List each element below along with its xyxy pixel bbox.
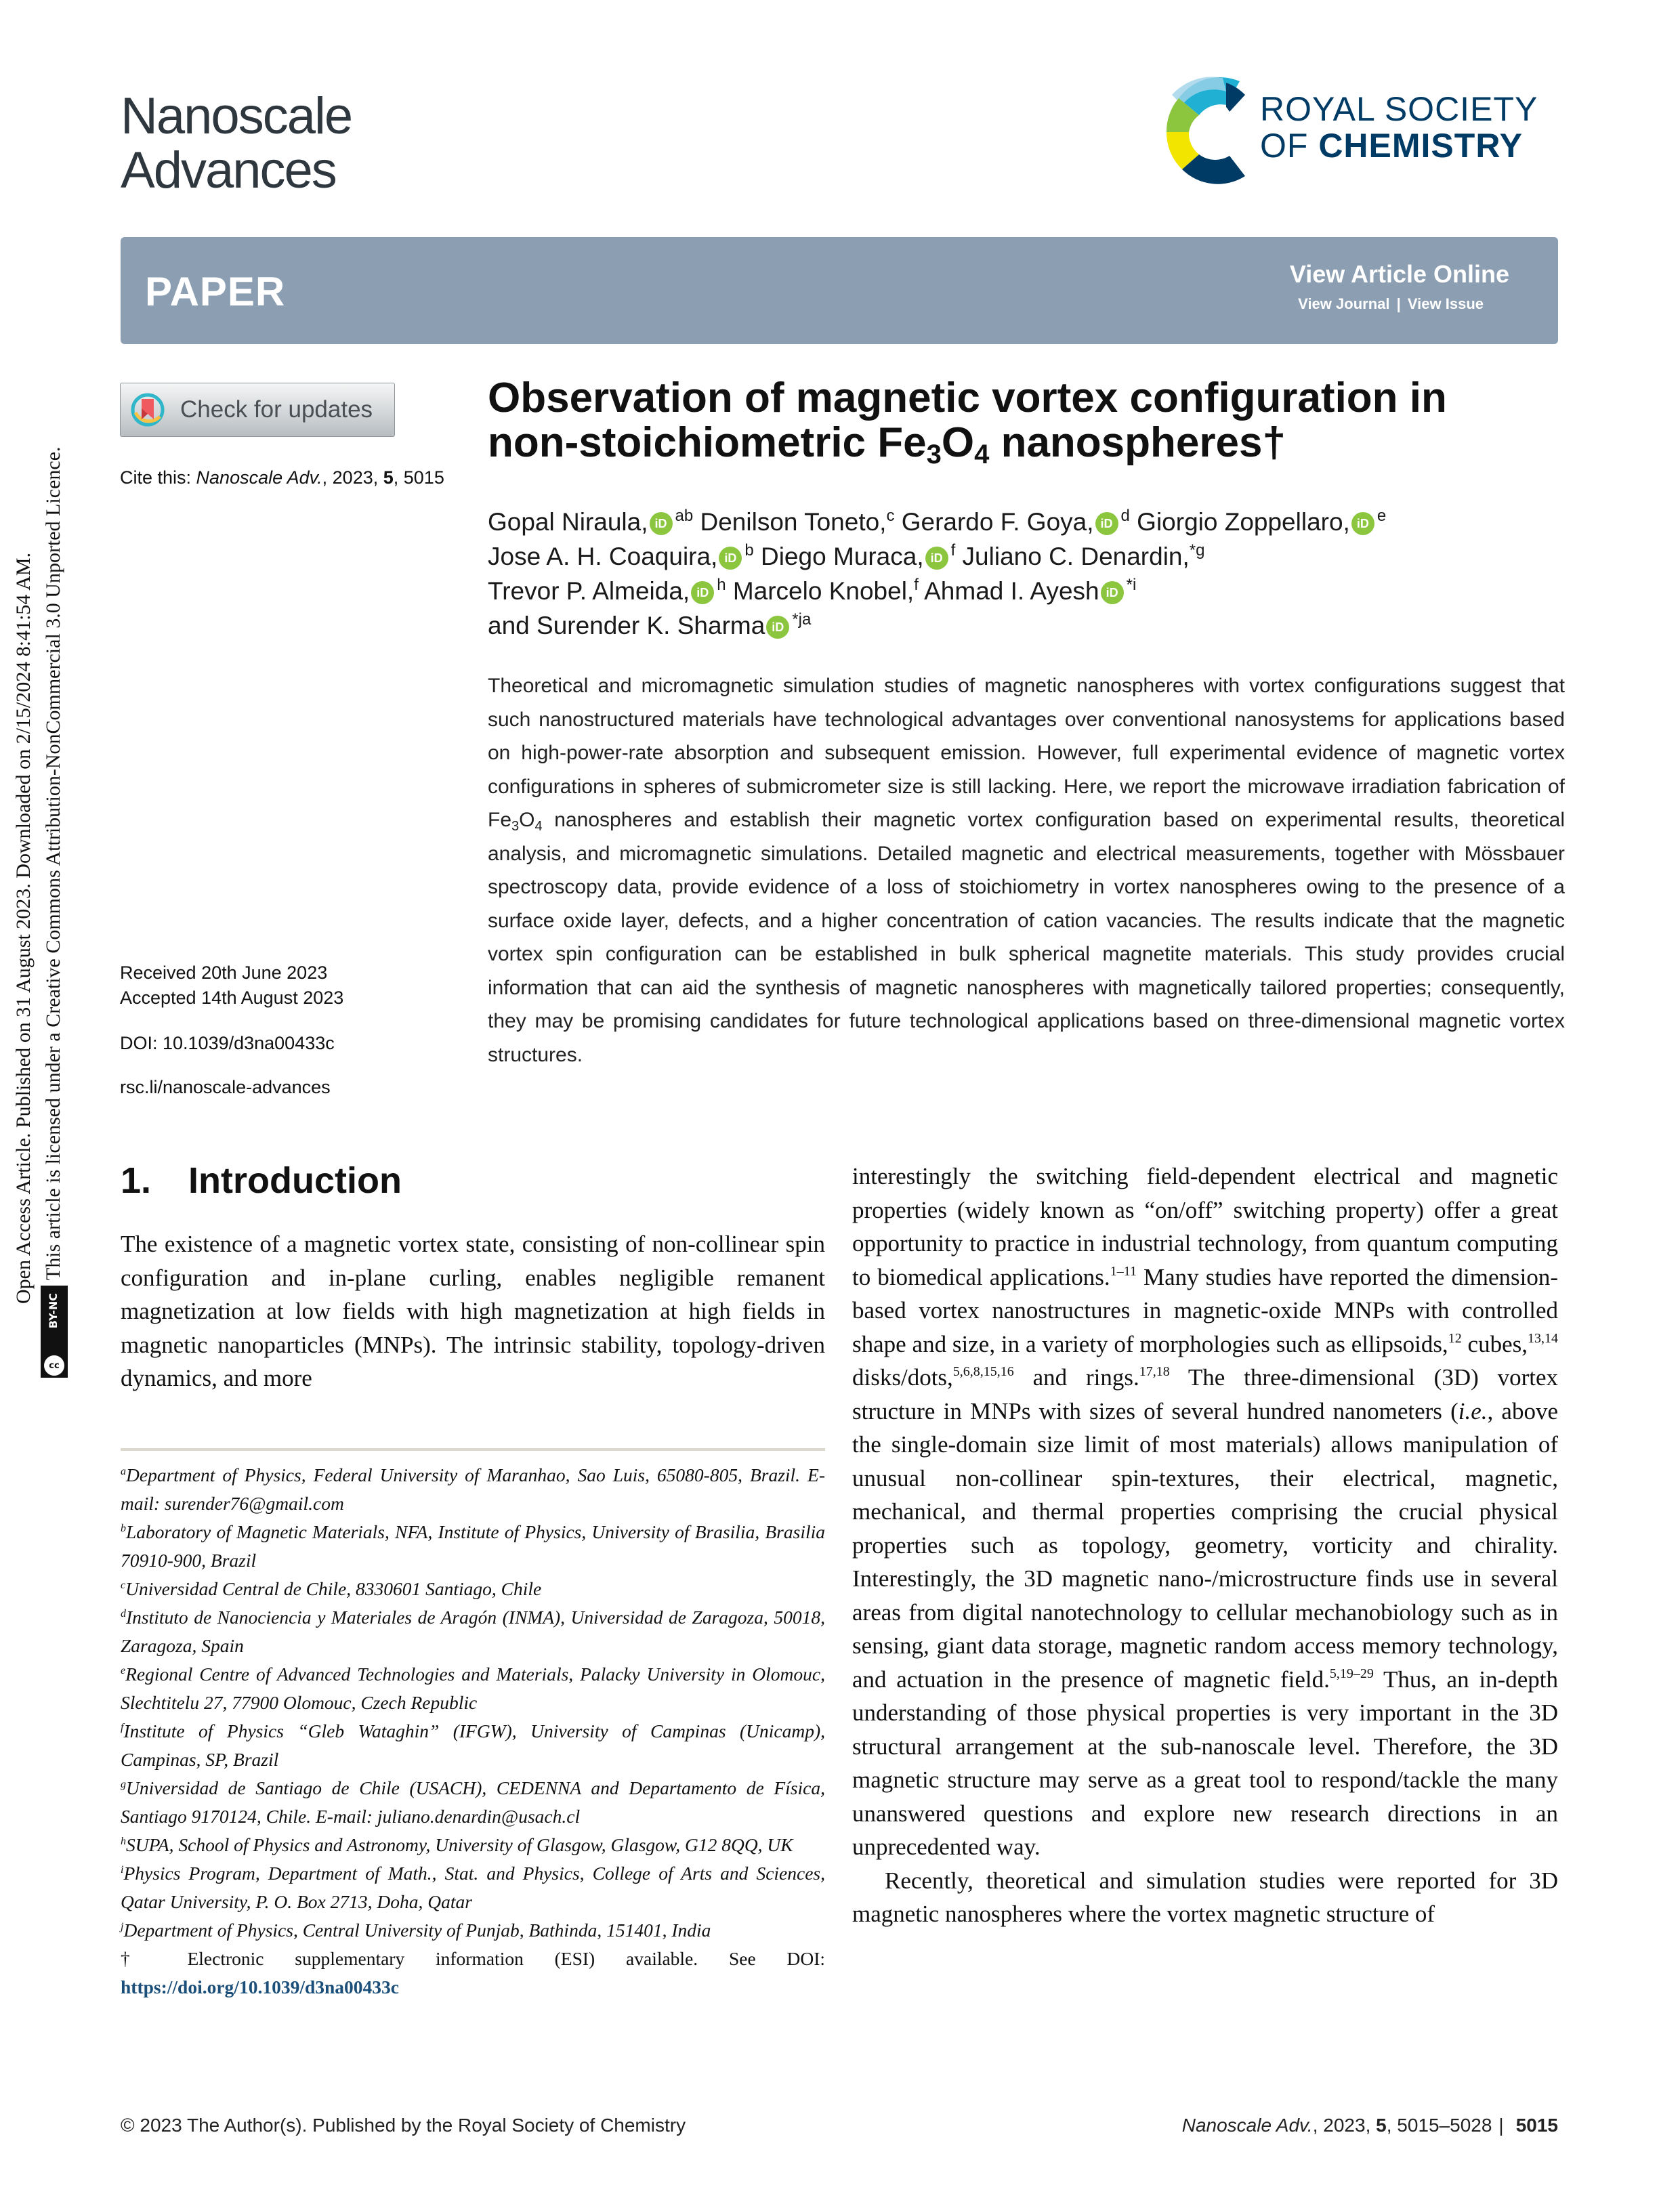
- affiliation: $^g$Universidad de Santiago de Chile (USACH), CEDENNA and Departamento de Física, Santiago 9170124, Chile. E-mail: juliano.denardin@usach.cl: [121, 1777, 825, 1827]
- citation-ref[interactable]: 5,19–29: [1329, 1666, 1374, 1681]
- title-line1: Observation of magnetic vortex configuration in: [488, 375, 1447, 421]
- accepted-date: Accepted 14th August 2023: [120, 988, 344, 1008]
- view-links: [1298, 295, 1484, 313]
- view-journal-link[interactable]: View Journal: [1298, 295, 1390, 312]
- rsc-c-mark-icon: [1158, 68, 1260, 190]
- title-subscript: 4: [974, 440, 990, 469]
- cc-license-badge[interactable]: [41, 1286, 68, 1378]
- esi-note: † Electronic supplementary information (ESI) available. See DOI: https://doi.org/10.1039/d3na00433c: [121, 1948, 825, 1997]
- section-heading-introduction: [121, 1160, 402, 1202]
- affiliation: $^b$Laboratory of Magnetic Materials, NFA, Institute of Physics, University of Brasilia, Brasilia 70910-900, Brazil: [121, 1521, 825, 1571]
- rsc-wordmark-line1: ROYAL SOCIETY: [1260, 90, 1538, 128]
- affiliation: $^d$Instituto de Nanociencia y Materiales de Aragón (INMA), Universidad de Zaragoza, 50018, Zaragoza, Spain: [121, 1607, 825, 1656]
- author: Juliano C. Denardin,$^{*g}$: [962, 541, 1205, 570]
- footer-pages: , 5015–5028: [1386, 2115, 1492, 2136]
- citation-ref[interactable]: 17,18: [1139, 1364, 1170, 1379]
- title-subscript: 3: [926, 440, 942, 469]
- view-article-online-link[interactable]: View Article Online: [1289, 260, 1509, 288]
- rsc-wordmark-of: OF: [1260, 127, 1319, 165]
- orcid-icon[interactable]: iD: [650, 512, 673, 535]
- citation-ref[interactable]: 5,6,8,15,16: [952, 1364, 1014, 1379]
- orcid-icon[interactable]: iD: [719, 547, 742, 570]
- footer-year: , 2023,: [1312, 2115, 1377, 2136]
- abstract-subscript: 3: [511, 819, 520, 834]
- license-side-strip: [0, 0, 81, 1409]
- author: Marcelo Knobel,$^f$: [732, 576, 919, 605]
- author: Trevor P. Almeida, iD $^h$: [488, 576, 726, 605]
- affiliations: [121, 1461, 825, 2002]
- cc-icon: cc: [44, 1355, 64, 1376]
- citation: [120, 467, 444, 488]
- history-dates: [120, 960, 343, 1011]
- intro-paragraph-left: The existence of a magnetic vortex state, consisting of non-collinear spin configuration and in-plane curling, enables negligible remanent magnetization at low fields with high magnetization at high fields in magnetic nanoparticles (MNPs). The intrinsic stability, topology-driven dynamics, and more: [121, 1231, 825, 1391]
- author: Denilson Toneto,$^c$: [700, 507, 895, 536]
- doi[interactable]: DOI: 10.1039/d3na00433c: [120, 1033, 335, 1053]
- author: Diego Muraca, iD $^f$: [760, 541, 956, 570]
- footnote-divider: [121, 1448, 825, 1451]
- author: Giorgio Zoppellaro, iD $^e$: [1137, 507, 1387, 536]
- affiliation: $^h$SUPA, School of Physics and Astronomy, University of Glasgow, Glasgow, G12 8QQ, UK: [121, 1834, 793, 1855]
- journal-title-line1: Nanoscale: [121, 87, 352, 145]
- abstract-text: Theoretical and micromagnetic simulation studies of magnetic nanospheres with vortex configurations suggest that such nanostructured materials have technological advantages over conventional nanosystems for applications based on high-power-rate absorption and subsequent emission. However, full experimental evidence of magnetic vortex configurations in spheres of submicrometer size is still lacking. Here, we report the microwave irradiation fabrication of Fe: [488, 675, 1565, 831]
- section-number: 1.: [121, 1160, 152, 1201]
- paragraph: interestingly the switching field-dependent electrical and magnetic properties (widely known as “on/off” switching property) offer a great opportunity to practice in industrial technology, from quantum computing to biomedical applications.$^{1-11}$ Many studies have reported the dimension-based vortex nanostructures in magnetic-oxide MNPs with controlled shape and size, in a variety of morphologies such as ellipsoids,$^{12}$ cubes,$^{13,14}$ disks/dots,$^{5,6,8,15,16}$ and rings.$^{17,18}$ The three-dimensional (3D) vortex structure in MNPs with sizes of several hundred nanometers (i.e., above the single-domain size limit of most materials) allows manipulation of unusual non-collinear spin-textures, their electrical, magnetic, mechanical, and thermal properties comprising the crucial physical properties such as topology, geometry, vorticity and chirality. Interestingly, the 3D magnetic nano-/microstructure finds use in several areas from digital nanotechnology to cellular mechanobiology such as in sensing, giant data storage, magnetic random access memory technology, and actuation in the presence of magnetic field.$^{5,19-29}$ Thus, an in-depth understanding of those physical properties is very important in the 3D structural arrangement at the sub-nanoscale level. Therefore, the 3D magnetic structure may serve as a great tool to respond/tackle the many unanswered questions and explore new research directions in an unprecedented way.: [852, 1163, 1558, 1860]
- author: Gerardo F. Goya, iD $^d$: [901, 507, 1130, 536]
- title-oxygen: O: [941, 419, 975, 466]
- title-tail: nanospheres†: [989, 419, 1286, 466]
- citation-ref[interactable]: 12: [1448, 1330, 1462, 1346]
- author: Jose A. H. Coaquira, iD $^b$: [488, 541, 754, 570]
- abstract: [488, 669, 1565, 1072]
- title-line2: non-stoichiometric Fe: [488, 419, 927, 466]
- footer-separator: |: [1498, 2115, 1504, 2136]
- page-number: 5015: [1515, 2115, 1558, 2136]
- rsc-wordmark-chemistry: CHEMISTRY: [1318, 127, 1523, 165]
- abstract-text: nanospheres and establish their magnetic vortex configuration based on experimental results, theoretical analysis, and micromagnetic simulations. Detailed magnetic and electrical measurements, together with Mössbauer spectroscopy data, provide evidence of a loss of stoichiometry in vortex nanospheres owing to the presence of a surface oxide layer, defects, and a higher concentration of cation vacancies. The results indicate that the magnetic vortex spin configuration can be established in bulk spherical magnetite materials. This study provides crucial information that can aid the synthesis of magnetic nanospheres with magnetically tailored properties; consequently, they may be promising candidates for future technological applications based on three-dimensional magnetic vortex structures.: [488, 809, 1565, 1066]
- orcid-icon[interactable]: iD: [925, 547, 948, 570]
- rsc-wordmark: [1260, 91, 1538, 164]
- paragraph: Recently, theoretical and simulation studies were reported for 3D magnetic nanospheres where the vortex magnetic structure of: [852, 1867, 1558, 1927]
- link-separator: |: [1396, 295, 1401, 312]
- orcid-icon[interactable]: iD: [1101, 581, 1124, 604]
- esi-doi-link[interactable]: https://doi.org/10.1039/d3na00433c: [121, 1976, 400, 1997]
- open-access-notice: Open Access Article. Published on 31 August 2023. Downloaded on 2/15/2024 8:41:54 AM.: [12, 552, 35, 1304]
- check-for-updates-label: Check for updates: [180, 396, 373, 423]
- journal-title-line2: Advances: [121, 142, 336, 199]
- section-title: Introduction: [188, 1160, 402, 1201]
- abstract-oxygen: O: [519, 809, 535, 831]
- affiliation: $^j$Department of Physics, Central University of Punjab, Bathinda, 151401, India: [121, 1920, 711, 1941]
- journal-title: [121, 89, 352, 198]
- orcid-icon[interactable]: iD: [1351, 512, 1374, 535]
- cc-badge-text: BY-NC: [47, 1293, 60, 1329]
- view-issue-link[interactable]: View Issue: [1407, 295, 1484, 312]
- cite-prefix: Cite this:: [120, 467, 196, 488]
- citation-ref[interactable]: 13,14: [1527, 1330, 1558, 1346]
- affiliation: $^a$Department of Physics, Federal University of Maranhao, Sao Luis, 65080-805, Brazil. E-mail: surender76@gmail.com: [121, 1464, 825, 1514]
- article-type-bar: [121, 237, 1558, 344]
- author: and Surender K. Sharma iD $^{*ja}$: [488, 610, 812, 639]
- affiliation: $^f$Institute of Physics “Gleb Wataghin” (IFGW), University of Campinas (Unicamp), Campinas, SP, Brazil: [121, 1720, 825, 1770]
- license-notice[interactable]: This article is licensed under a Creative Commons Attribution-NonCommercial 3.0 Unported Licence.: [42, 446, 64, 1280]
- orcid-icon[interactable]: iD: [691, 581, 714, 604]
- author-list: [488, 505, 1565, 643]
- footer-copyright: © 2023 The Author(s). Published by the Royal Society of Chemistry: [121, 2115, 686, 2136]
- author: Gopal Niraula, iD $^{ab}$: [488, 507, 694, 536]
- cite-volume: 5: [383, 467, 394, 488]
- cite-journal: Nanoscale Adv.: [196, 467, 322, 488]
- check-for-updates-button[interactable]: [120, 383, 395, 437]
- footer-journal: Nanoscale Adv.: [1181, 2115, 1313, 2136]
- citation-ref[interactable]: 1–11: [1110, 1263, 1137, 1279]
- crossmark-icon: [130, 392, 165, 427]
- rsc-logo: [1158, 68, 1572, 190]
- abstract-subscript: 4: [534, 819, 543, 834]
- cite-year: , 2023,: [322, 467, 383, 488]
- article-title: [488, 375, 1565, 469]
- affiliation: $^i$Physics Program, Department of Math., Stat. and Physics, College of Arts and Sciences, Qatar University, P. O. Box 2713, Doha, Qatar: [121, 1863, 825, 1912]
- cite-page: , 5015: [393, 467, 444, 488]
- footer-volume: 5: [1376, 2115, 1387, 2136]
- footer-citation: [1182, 2115, 1558, 2136]
- received-date: Received 20th June 2023: [120, 962, 328, 983]
- affiliation: $^e$Regional Centre of Advanced Technologies and Materials, Palacky University in Olomouc, Slechtitelu 27, 77900 Olomouc, Czech Republic: [121, 1664, 825, 1713]
- orcid-icon[interactable]: iD: [1095, 512, 1118, 535]
- author: Ahmad I. Ayesh iD $^{*i}$: [924, 576, 1137, 605]
- affiliation: $^c$Universidad Central de Chile, 8330601 Santiago, Chile: [121, 1578, 542, 1599]
- intro-paragraph-right: [852, 1160, 1558, 1931]
- journal-link[interactable]: rsc.li/nanoscale-advances: [120, 1077, 331, 1097]
- orcid-icon[interactable]: iD: [766, 616, 789, 639]
- article-type-label: PAPER: [145, 269, 286, 314]
